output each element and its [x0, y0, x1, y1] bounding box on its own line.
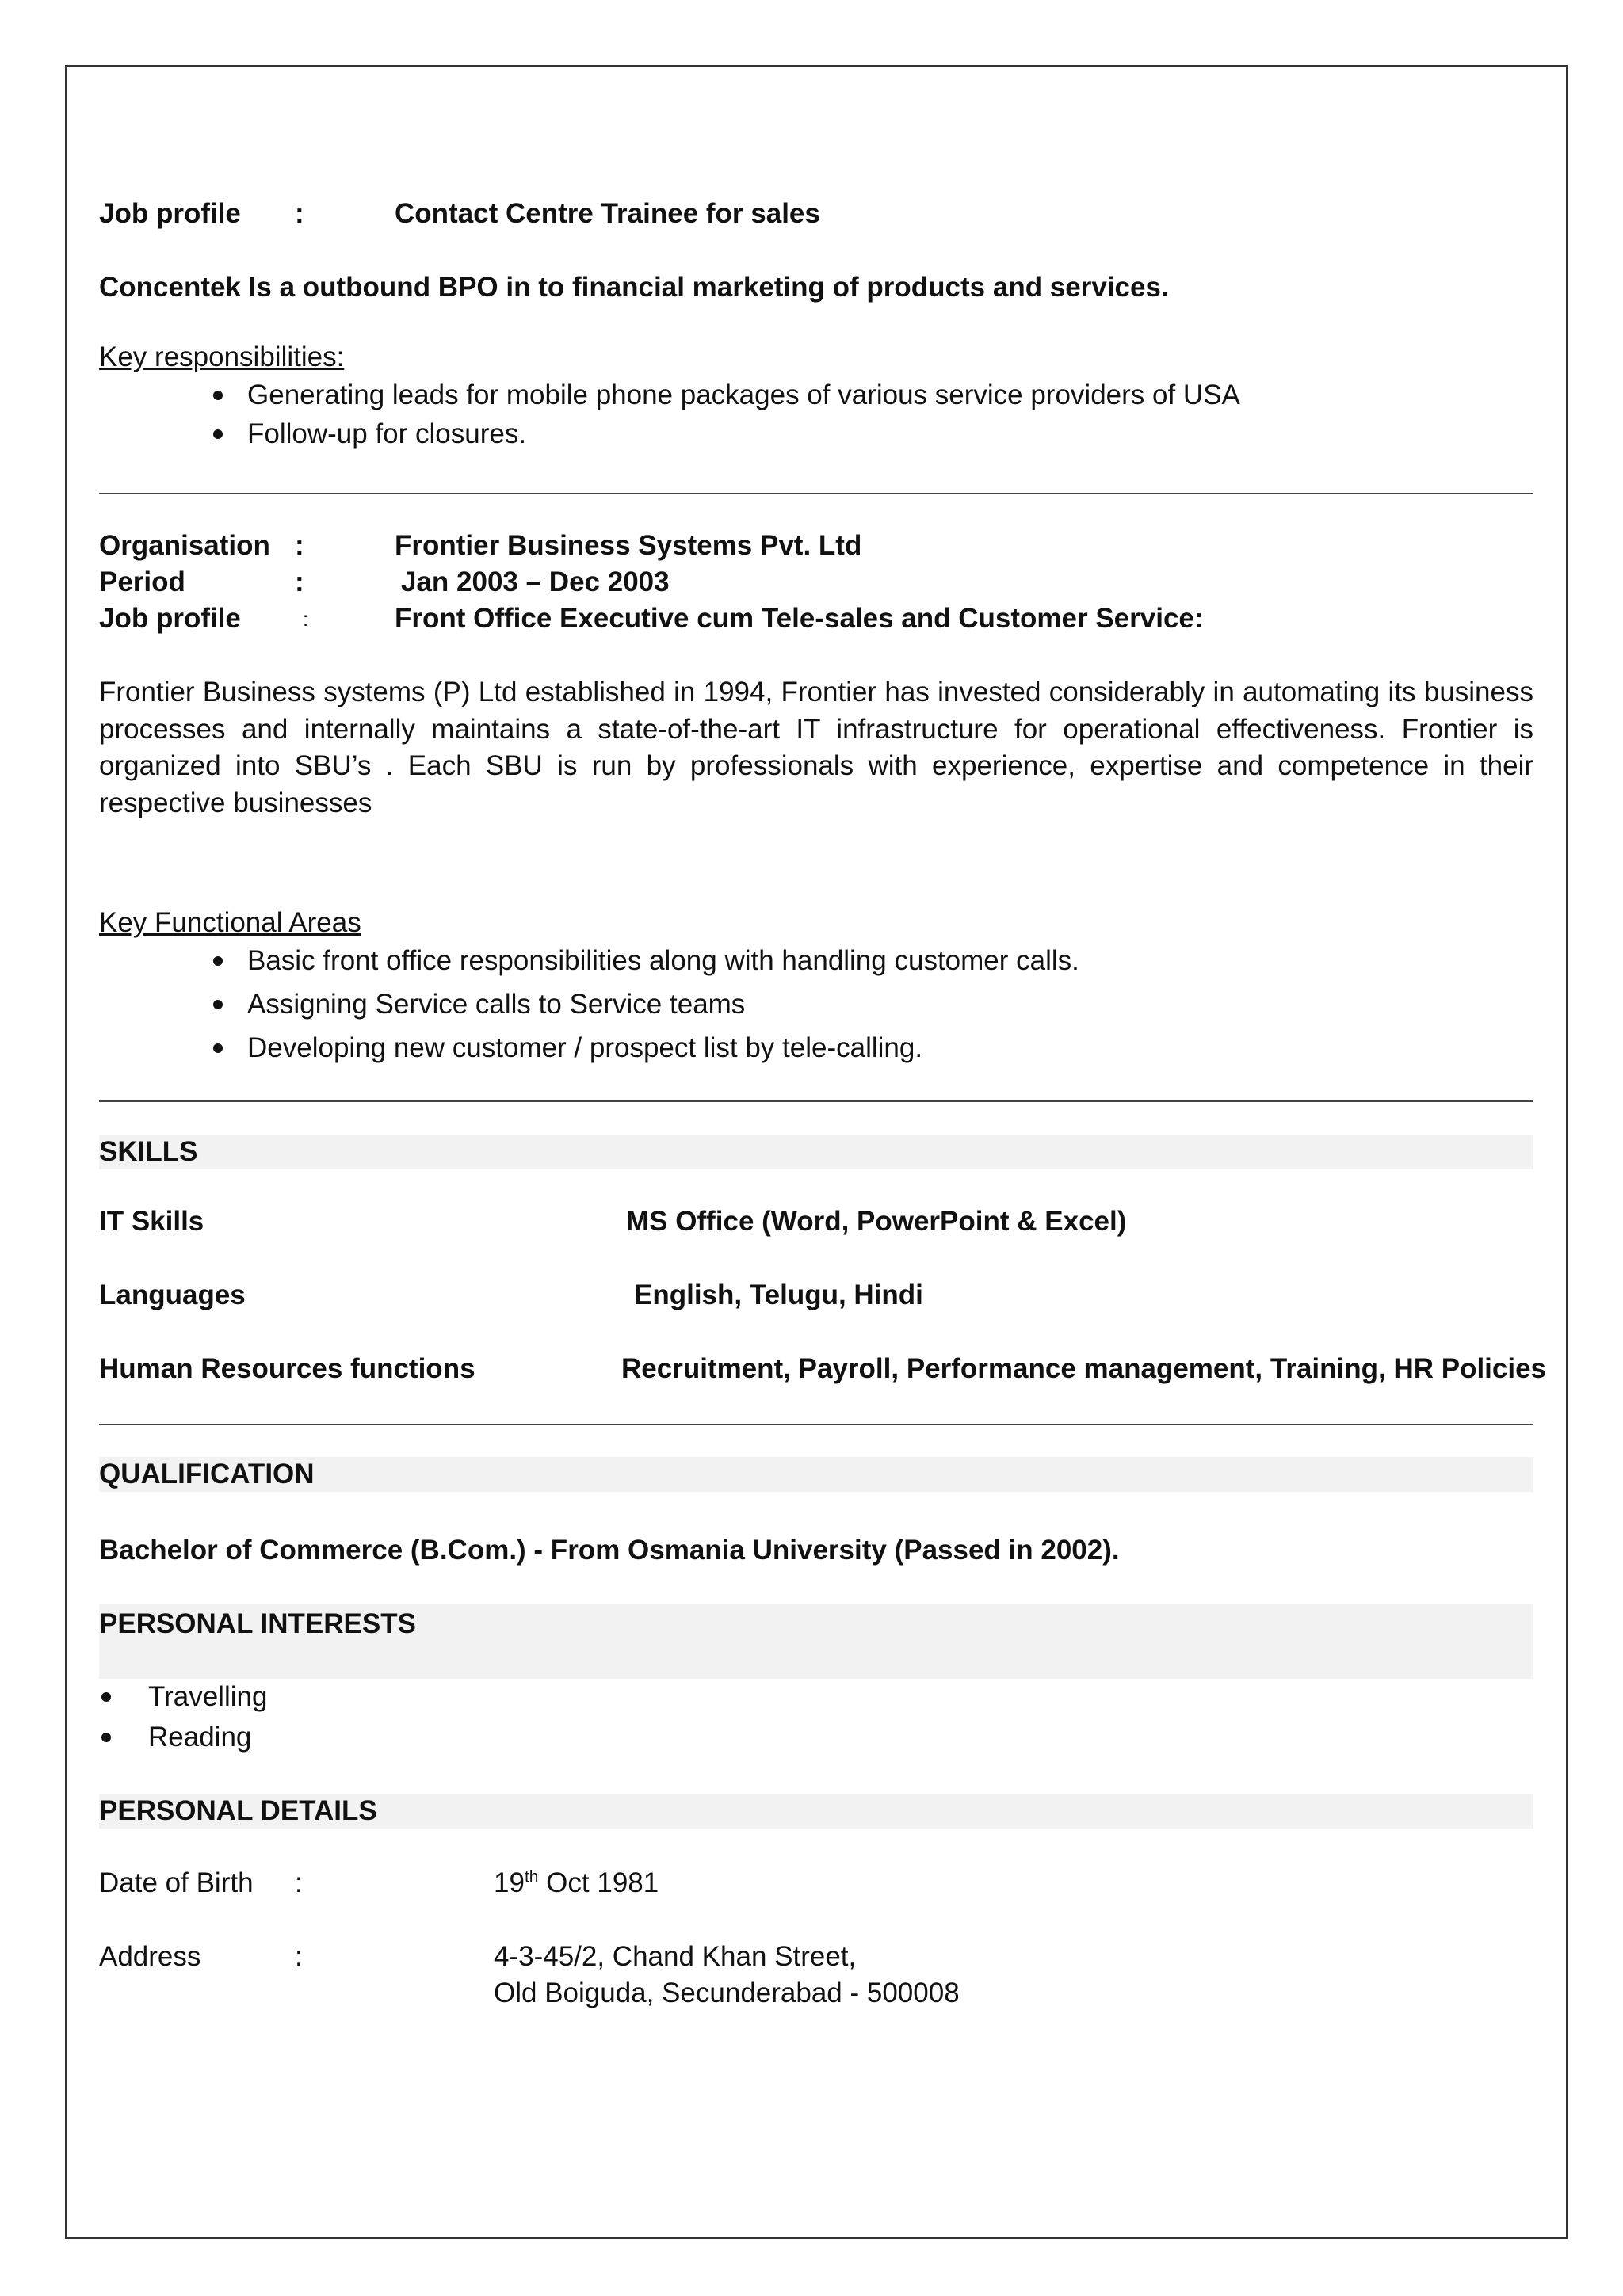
- period-label: Period: [99, 566, 185, 597]
- skill-value: English, Telugu, Hindi: [634, 1280, 923, 1310]
- responsibility-item: Follow-up for closures.: [247, 418, 527, 449]
- personal-details-heading: PERSONAL DETAILS: [99, 1795, 377, 1826]
- address-label: Address: [99, 1941, 201, 1972]
- dob-month-year: Oct 1981: [538, 1867, 659, 1898]
- qualification-text: Bachelor of Commerce (B.Com.) - From Osmania University (Passed in 2002).: [99, 1535, 1120, 1566]
- dob-label: Date of Birth: [99, 1867, 254, 1898]
- job-profile-colon: :: [295, 198, 304, 229]
- bullet-icon: [213, 391, 223, 400]
- section-divider: [99, 1100, 1533, 1102]
- job-profile-value: Contact Centre Trainee for sales: [395, 198, 820, 229]
- organisation-label: Organisation: [99, 530, 270, 561]
- dob-day: 19: [494, 1867, 525, 1898]
- address-line: Old Boiguda, Secunderabad - 500008: [494, 1978, 960, 2008]
- dob-suffix: th: [524, 1867, 539, 1886]
- section-divider: [99, 1424, 1533, 1425]
- responsibility-item: Generating leads for mobile phone packages of various service providers of USA: [247, 379, 1240, 410]
- bullet-icon: [213, 1000, 223, 1009]
- address-colon: :: [295, 1941, 303, 1972]
- bullet-icon: [213, 429, 223, 439]
- bullet-icon: [101, 1733, 111, 1742]
- bullet-icon: [213, 956, 223, 966]
- skill-value: MS Office (Word, PowerPoint & Excel): [626, 1206, 1127, 1237]
- functional-area-item: Developing new customer / prospect list by tele-calling.: [247, 1032, 923, 1063]
- responsibilities-heading: Key responsibilities:: [99, 341, 345, 372]
- period-value: Jan 2003 – Dec 2003: [401, 566, 670, 597]
- dob-value: [494, 1865, 659, 1901]
- job-profile-value: Front Office Executive cum Tele-sales and Customer Service:: [395, 603, 1204, 634]
- interests-heading: PERSONAL INTERESTS: [99, 1608, 416, 1639]
- organisation-value: Frontier Business Systems Pvt. Ltd: [395, 530, 862, 561]
- skill-value: Recruitment, Payroll, Performance management, Training, HR Policies: [621, 1353, 1547, 1384]
- address-line: 4-3-45/2, Chand Khan Street,: [494, 1941, 857, 1972]
- job-profile-label: Job profile: [99, 603, 241, 634]
- skill-label: Human Resources functions: [99, 1353, 475, 1384]
- functional-area-item: Basic front office responsibilities along with handling customer calls.: [247, 945, 1079, 976]
- skills-heading: SKILLS: [99, 1136, 198, 1167]
- skill-label: Languages: [99, 1280, 246, 1310]
- company-description: Concentek Is a outbound BPO in to financial marketing of products and services.: [99, 272, 1169, 303]
- bullet-icon: [213, 1043, 223, 1053]
- organisation-colon: :: [295, 530, 304, 561]
- period-colon: :: [295, 566, 304, 597]
- bullet-icon: [101, 1692, 111, 1702]
- section-divider: [99, 493, 1533, 494]
- skill-label: IT Skills: [99, 1206, 204, 1237]
- dob-colon: :: [295, 1867, 303, 1898]
- job-profile-colon: :: [303, 607, 309, 631]
- functional-areas-heading: Key Functional Areas: [99, 907, 361, 938]
- qualification-heading: QUALIFICATION: [99, 1459, 315, 1489]
- interest-item: Travelling: [148, 1681, 268, 1712]
- functional-area-item: Assigning Service calls to Service teams: [247, 989, 746, 1020]
- interest-item: Reading: [148, 1722, 252, 1753]
- job-profile-label: Job profile: [99, 198, 241, 229]
- company-description-paragraph: Frontier Business systems (P) Ltd established in 1994, Frontier has invested considerably in automating its business processes and internally maintains a state-of-the-art IT infrastructure for operational effectiveness. Frontier is organized into SBU’s . Each SBU is run by professionals with experience, expertise and competence in their respective businesses: [99, 677, 1533, 818]
- section-band: [99, 1135, 1533, 1169]
